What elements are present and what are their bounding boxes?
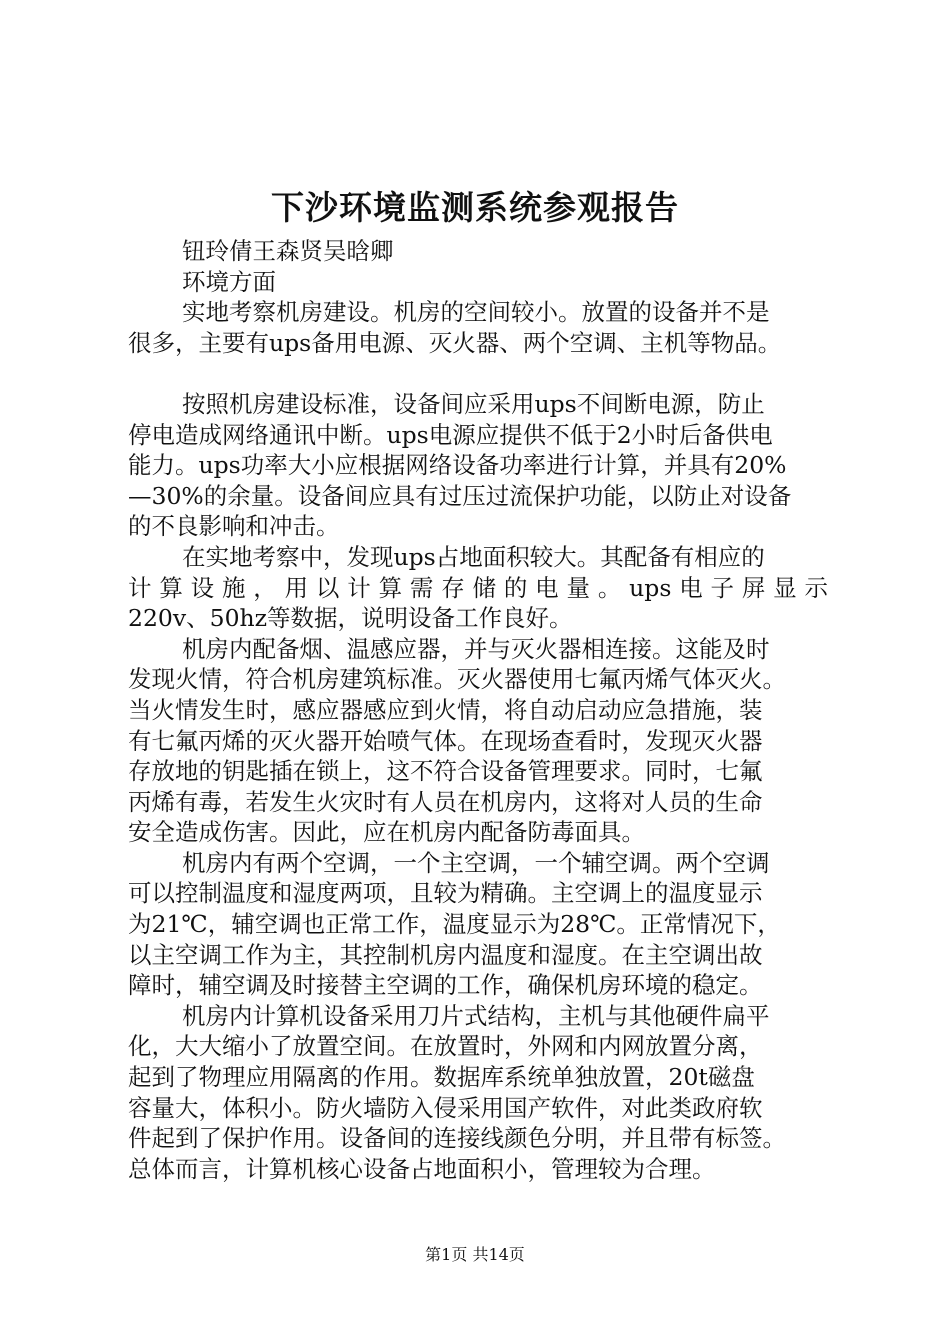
paragraph-line: 丙烯有毒，若发生火灾时有人员在机房内，这将对人员的生命: [128, 787, 763, 816]
paragraph-line: 很多，主要有ups备用电源、灭火器、两个空调、主机等物品。: [128, 328, 782, 357]
paragraph-line: 机房内配备烟、温感应器，并与灭火器相连接。这能及时: [182, 634, 770, 663]
document-title: 下沙环境监测系统参观报告: [271, 188, 679, 227]
paragraph-line: 容量大，体积小。防火墙防入侵采用国产软件，对此类政府软: [128, 1093, 763, 1122]
paragraph-gap: [128, 358, 828, 389]
paragraph-line: 实地考察机房建设。机房的空间较小。放置的设备并不是: [182, 298, 770, 327]
paragraph-line: 220v、50hz等数据，说明设备工作良好。: [128, 604, 573, 633]
paragraph-line: 以主空调工作为主，其控制机房内温度和湿度。在主空调出故: [128, 940, 763, 969]
paragraph-line: 安全造成伤害。因此，应在机房内配备防毒面具。: [128, 818, 645, 847]
paragraph-line: 停电造成网络通讯中断。ups电源应提供不低于2小时后备供电: [128, 420, 773, 449]
paragraph-line: 有七氟丙烯的灭火器开始喷气体。在现场查看时，发现灭火器: [128, 726, 763, 755]
paragraph-line: 的不良影响和冲击。: [128, 512, 340, 541]
paragraph: [128, 389, 828, 542]
paragraph-line: 存放地的钥匙插在锁上，这不符合设备管理要求。同时，七氟: [128, 757, 763, 786]
paragraph-line: 当火情发生时，感应器感应到火情，将自动启动应急措施，装: [128, 695, 763, 724]
paragraph-line: 可以控制温度和湿度两项，且较为精确。主空调上的温度显示: [128, 879, 763, 908]
paragraph-line: 机房内有两个空调，一个主空调，一个辅空调。两个空调: [182, 848, 770, 877]
paragraph: [128, 542, 828, 634]
paragraph-line: 发现火情，符合机房建筑标准。灭火器使用七氟丙烯气体灭火。: [128, 665, 786, 694]
paragraph-line: 起到了物理应用隔离的作用。数据库系统单独放置，20t磁盘: [128, 1063, 755, 1092]
paragraph: [128, 1001, 828, 1185]
paragraph: [128, 634, 828, 848]
paragraph-line: 在实地考察中，发现ups占地面积较大。其配备有相应的: [182, 542, 765, 571]
paragraph-line: 障时，辅空调及时接替主空调的工作，确保机房环境的稳定。: [128, 971, 763, 1000]
paragraph-line: 计算设施，用以计算需存储的电量。ups电子屏显示: [128, 573, 828, 602]
document-body: [128, 236, 828, 1184]
paragraph-line: —30%的余量。设备间应具有过压过流保护功能，以防止对设备: [128, 481, 792, 510]
paragraph-line: 化，大大缩小了放置空间。在放置时，外网和内网放置分离，: [128, 1032, 763, 1061]
section-heading: 环境方面: [182, 267, 276, 296]
paragraph: [128, 848, 828, 1001]
paragraph-line: 总体而言，计算机核心设备占地面积小，管理较为合理。: [128, 1154, 716, 1183]
paragraph-line: 机房内计算机设备采用刀片式结构，主机与其他硬件扁平: [182, 1001, 770, 1030]
paragraph: [128, 297, 828, 358]
paragraph-line: 按照机房建设标准，设备间应采用ups不间断电源，防止: [182, 389, 765, 418]
paragraph-line: 为21℃，辅空调也正常工作，温度显示为28℃。正常情况下，: [128, 910, 781, 939]
paragraph-line: 件起到了保护作用。设备间的连接线颜色分明，并且带有标签。: [128, 1124, 786, 1153]
paragraph-line: 能力。ups功率大小应根据网络设备功率进行计算，并具有20%: [128, 451, 787, 480]
page-number: 第1页 共14页: [425, 1245, 525, 1264]
authors-line: 钮玲倩王森贤吴晗卿: [182, 237, 394, 265]
